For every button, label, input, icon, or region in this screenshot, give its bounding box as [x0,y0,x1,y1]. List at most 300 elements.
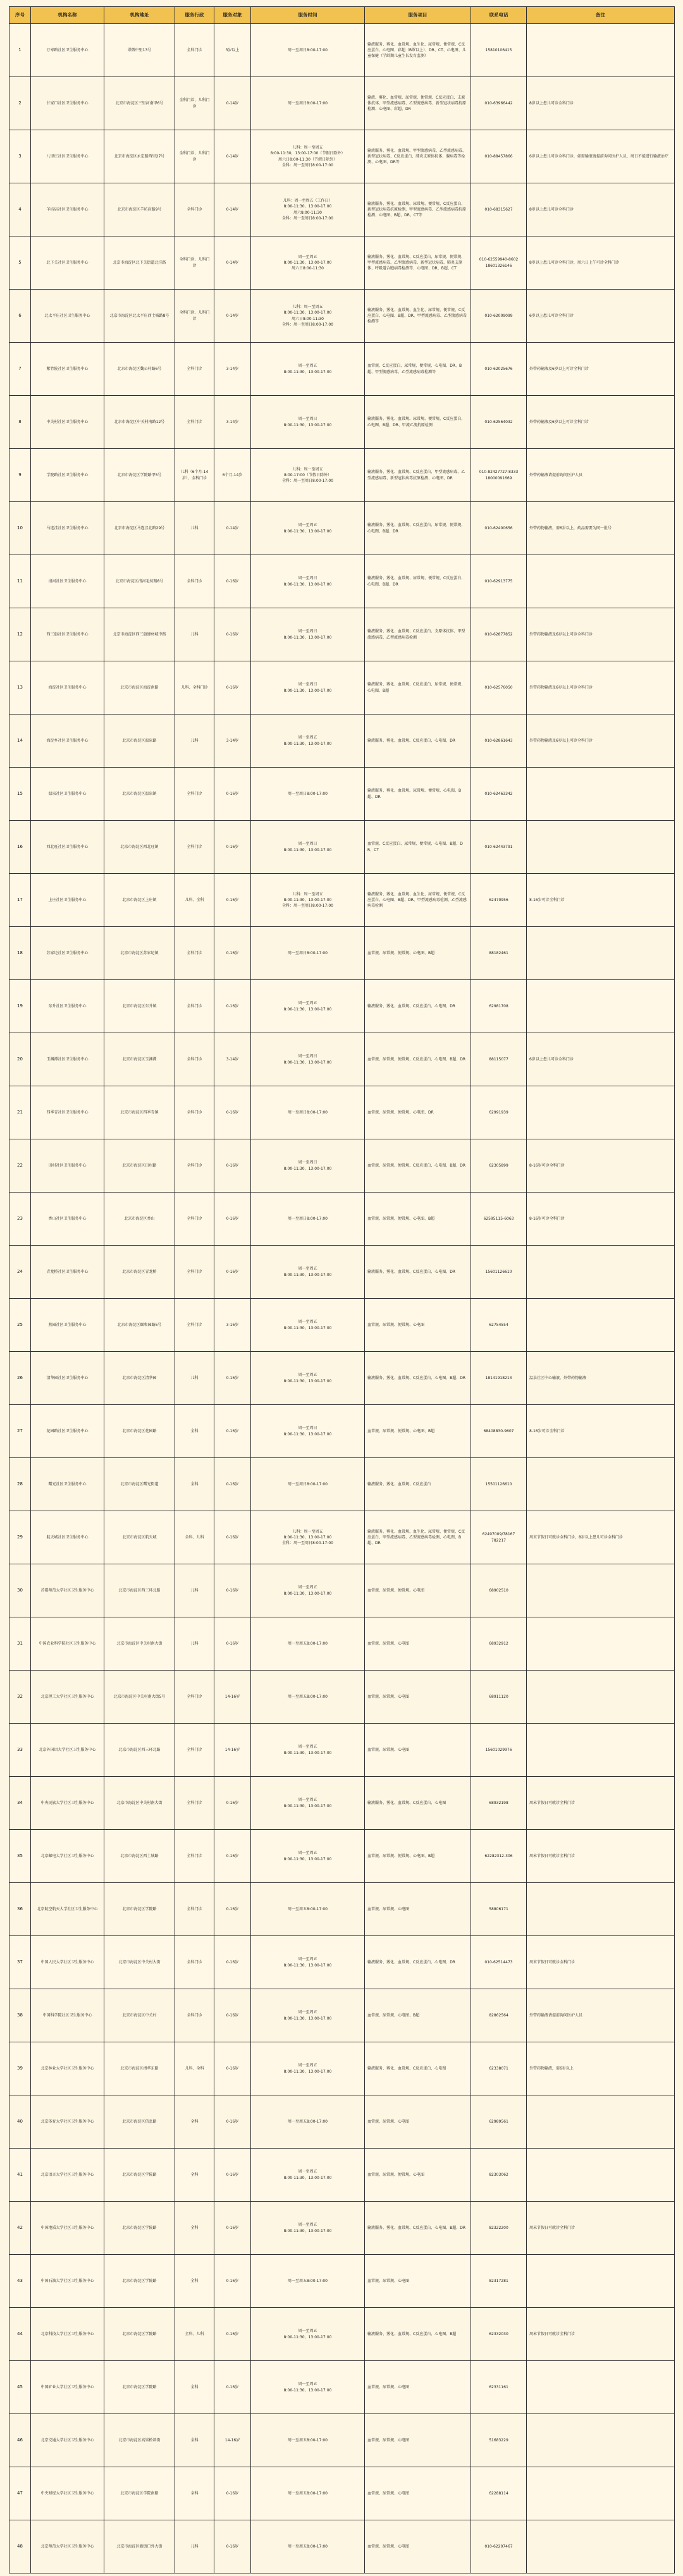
table-row [9,1299,675,1352]
column-header: 备注 [527,7,675,24]
remarks [527,1617,675,1671]
institution-address: 北京市海淀区学院路 [104,2308,175,2361]
row-number: 12 [9,608,31,661]
remarks: 外带药输液请提前询问医护人员 [527,449,675,502]
row-number: 8 [9,396,31,449]
service-scope: 全科门诊、儿科门诊 [175,130,214,183]
institution-name: 北下关社区卫生服务中心 [31,236,104,290]
institution-name: 八里庄社区卫生服务中心 [31,130,104,183]
remarks: 8岁以上患儿可诊全科门诊 [527,183,675,236]
service-items: 输液服务、雾化、血常规、C反应蛋白、心电图、DR [365,715,471,768]
table-row [9,1139,675,1193]
remarks [527,2095,675,2149]
table-row [9,1989,675,2042]
institution-address: 北京市海淀区清河毛纺路8号 [104,555,175,608]
row-number: 20 [9,1033,31,1086]
row-number: 2 [9,77,31,130]
service-hours: 周一至周日8:00-17:00 [251,1458,365,1511]
contact-phone[interactable]: 010-63966442 [471,77,527,130]
institution-name: 中国人民大学社区卫生服务中心 [31,1936,104,1989]
column-header: 机构地址 [104,7,175,24]
contact-phone[interactable]: 58806171 [471,1883,527,1936]
service-target: 3-14岁 [214,1033,251,1086]
institution-address: 北京市海淀区西三环北路 [104,1564,175,1617]
service-items: 输液服务、雾化、血常规、C反应蛋白、尿常规、便常规、心电图、B超 [365,661,471,715]
contact-phone[interactable]: 62305899 [471,1139,527,1193]
remarks: 周末节假日可就诊全科门诊 [527,2308,675,2361]
institution-name: 航天城社区卫生服务中心 [31,1511,104,1564]
service-target: 3-14岁 [214,715,251,768]
institution-address: 北京市海淀区中关村南大街5号 [104,1671,175,1724]
remarks [527,2467,675,2520]
remarks [527,2149,675,2202]
row-number: 13 [9,661,31,715]
table-row [9,24,675,77]
service-target: 0-16岁 [214,1936,251,1989]
service-target: 0-16岁 [214,874,251,927]
contact-phone[interactable]: 82862564 [471,1989,527,2042]
row-number: 18 [9,927,31,980]
contact-phone[interactable]: 010-62861643 [471,715,527,768]
row-number: 23 [9,1193,31,1246]
contact-phone[interactable]: 010-62400656 [471,502,527,555]
service-target: 0-16岁 [214,2149,251,2202]
row-number: 14 [9,715,31,768]
service-hours: 周一至周日8:00-17:00 [251,24,365,77]
contact-phone[interactable]: 68408830-9607 [471,1405,527,1458]
institution-address: 北京市海淀区学院路 [104,2255,175,2308]
service-items: 血常规、尿常规、心电图 [365,2467,471,2520]
contact-phone[interactable]: 62989561 [471,2095,527,2149]
contact-phone[interactable]: 88182461 [471,927,527,980]
contact-phone[interactable]: 62981708 [471,980,527,1033]
institution-address: 北京市海淀区永定路西里27号 [104,130,175,183]
service-scope: 全科门诊 [175,1246,214,1299]
institution-address: 北京市海淀区青龙桥 [104,1246,175,1299]
service-target: 0-16岁 [214,1989,251,2042]
institution-address: 北京市海淀区北太平庄西土城路8号 [104,290,175,343]
institution-address: 北京市海淀区海淀南路 [104,661,175,715]
contact-phone[interactable]: 68902510 [471,1564,527,1617]
table-row [9,1883,675,1936]
institution-name: 海淀社区卫生服务中心 [31,661,104,715]
institution-address: 北京市海淀区学院路 [104,2361,175,2414]
row-number: 37 [9,1936,31,1989]
contact-phone[interactable]: 82322200 [471,2202,527,2255]
service-items: 血常规、尿常规、便常规、C反应蛋白、心电图、B超、DR [365,1033,471,1086]
row-number: 48 [9,2520,31,2573]
institution-name: 上庄社区卫生服务中心 [31,874,104,927]
row-number: 24 [9,1246,31,1299]
column-header: 序号 [9,7,31,24]
institution-name: 中国矿业大学社区卫生服务中心 [31,2361,104,2414]
contact-phone[interactable]: 15601029976 [471,1724,527,1777]
service-target: 14-16岁 [214,1724,251,1777]
row-number: 33 [9,1724,31,1777]
service-hours: 周一至周五 8:00-11:30，13:00-17:00 [251,980,365,1033]
institution-name: 甘家口社区卫生服务中心 [31,77,104,130]
institution-address: 北京市海淀区清华东路 [104,2042,175,2095]
service-items: 血常规、尿常规、便常规、心电图 [365,2149,471,2202]
service-target: 3-16岁 [214,1299,251,1352]
institution-address: 北京市海淀区中关村大街 [104,1936,175,1989]
contact-phone[interactable]: 010-62207467 [471,2520,527,2573]
row-number: 10 [9,502,31,555]
institution-name: 清华园社区卫生服务中心 [31,1352,104,1405]
institution-name: 羊坊店社区卫生服务中心 [31,183,104,236]
remarks [527,2414,675,2467]
institution-address: 北京市海淀区学院路 [104,2149,175,2202]
table-row [9,1936,675,1989]
contact-phone[interactable]: 62338071 [471,2042,527,2095]
institution-address: 北京市海淀区田村路 [104,1139,175,1193]
contact-phone[interactable]: 68932912 [471,1617,527,1671]
service-scope: 全科 [175,2149,214,2202]
service-hours: 周一至周五8:00-17:00 [251,2414,365,2467]
service-items: 血常规、尿常规、便常规、C反应蛋白、心电图、B超、DR [365,1139,471,1193]
service-target: 0-14岁 [214,502,251,555]
contact-phone[interactable]: 010-62463342 [471,768,527,821]
row-number: 21 [9,1086,31,1139]
service-items: 血常规、尿常规、心电图 [365,1724,471,1777]
service-target: 0-16岁 [214,1883,251,1936]
service-target: 0-16岁 [214,2095,251,2149]
remarks: 周末节假日可就诊全科门诊，8岁以上患儿可诊全科门诊 [527,1511,675,1564]
service-scope: 儿科 [175,608,214,661]
service-scope: 全科门诊 [175,396,214,449]
row-number: 15 [9,768,31,821]
table-row [9,2149,675,2202]
institution-address: 北京市海淀区玉渊潭 [104,1033,175,1086]
service-scope: 全科门诊 [175,183,214,236]
service-scope: 全科门诊 [175,1989,214,2042]
contact-phone[interactable]: 62282312-306 [471,1830,527,1883]
table-row [9,1086,675,1139]
remarks [527,24,675,77]
row-number: 7 [9,343,31,396]
service-target: 14-16岁 [214,1671,251,1724]
contact-phone[interactable]: 15810106415 [471,24,527,77]
row-number: 22 [9,1139,31,1193]
service-scope: 全科门诊 [175,1086,214,1139]
service-target: 0-16岁 [214,1246,251,1299]
contact-phone[interactable]: 010-68315627 [471,183,527,236]
row-number: 3 [9,130,31,183]
institution-address: 北京市海淀区颐和园路5号 [104,1299,175,1352]
institution-address: 北京市海淀区曙光街道 [104,1458,175,1511]
institution-address: 北京市海淀区航天城 [104,1511,175,1564]
service-items: 输液服务、雾化、血常规、血生化、尿常规、便常规、C反应蛋白、心电图、B超、DR、甲型流感病毒、乙型流感病毒检测等 [365,290,471,343]
institution-name: 西北旺社区卫生服务中心 [31,821,104,874]
service-hours: 儿科：周一至周五 8:00-11:30，13:00-17:00（节假日除外） 周六日8:00-11:30（节假日除外） 全科：周一至周日8:00-17:00 [251,130,365,183]
remarks: 周末节假日可就诊全科门诊 [527,1777,675,1830]
table-row [9,236,675,290]
row-number: 35 [9,1830,31,1883]
row-number: 30 [9,1564,31,1617]
table-row [9,2255,675,2308]
service-hours: 周一至周五 8:00-11:30，13:00-17:00 [251,2202,365,2255]
service-hours: 儿科：周一至周五（工作日） 8:00-11:30，13:00-17:00 周六8:00-11:30 全科：周一至周日8:00-17:00 [251,183,365,236]
row-number: 5 [9,236,31,290]
service-scope: 全科 [175,2202,214,2255]
row-number: 43 [9,2255,31,2308]
row-number: 4 [9,183,31,236]
service-items: 输液服务、雾化、血常规、C反应蛋白、尿常规、便常规、甲型流感病毒、乙型流感病毒、新型冠状病毒、肺炎支原体、呼吸道合胞病毒检测等、心电图、DR、B超、CT [365,236,471,290]
service-target: 0-16岁 [214,661,251,715]
remarks [527,1458,675,1511]
service-hours: 儿科：周一至周五 8:00-17:00（节假日除外） 全科：周一至周日8:00-17:00 [251,449,365,502]
contact-phone[interactable]: 010-62009099 [471,290,527,343]
institution-address: 北京市海淀区温泉路 [104,715,175,768]
institution-name: 中国地质大学社区卫生服务中心 [31,2202,104,2255]
table-row [9,2520,675,2573]
service-hours: 周一至周五 8:00-11:30，13:00-17:00 [251,2042,365,2095]
service-hours: 周一至周五 8:00-11:30，13:00-17:00 [251,1246,365,1299]
row-number: 26 [9,1352,31,1405]
institution-name: 中关村社区卫生服务中心 [31,396,104,449]
remarks: 8-16岁可诊全科门诊 [527,1405,675,1458]
service-hours: 周一至周日 8:00-11:30，13:00-17:00 [251,821,365,874]
service-target: 0-16岁 [214,2202,251,2255]
remarks [527,927,675,980]
contact-phone[interactable]: 15501126610 [471,1458,527,1511]
institution-name: 燕园社区卫生服务中心 [31,1299,104,1352]
service-hours: 儿科：周一至周五 8:00-11:30，13:00-17:00 全科：周一至周日8:00-17:00 [251,874,365,927]
institution-address: 北京市海淀区北下关街道北洼路 [104,236,175,290]
service-hours: 周一至周五 8:00-11:30，13:00-17:00 [251,1564,365,1617]
table-row [9,1830,675,1883]
contact-phone[interactable]: 010-82427727-8333 18000091669 [471,449,527,502]
institution-address: 北京市海淀区中关村南大街 [104,1777,175,1830]
remarks [527,1564,675,1617]
table-row [9,2361,675,2414]
service-items: 血常规、C反应蛋白、尿常规、便常规、心电图、DR、B超、甲型流感病毒、乙型流感病毒检测等 [365,343,471,396]
service-scope: 儿科 [175,715,214,768]
service-target: 0-16岁 [214,1458,251,1511]
institution-name: 北京理工大学社区卫生服务中心 [31,1671,104,1724]
service-hours: 儿科：周一至周五 8:00-11:30，13:00-17:00 全科：周一至周日8:00-17:00 [251,1511,365,1564]
service-hours: 周一至周五 8:00-11:30，13:00-17:00 [251,1352,365,1405]
service-items: 血常规、尿常规、便常规、心电图 [365,1564,471,1617]
row-number: 9 [9,449,31,502]
institution-name: 首都师范大学社区卫生服务中心 [31,1564,104,1617]
service-items: 输液服务、雾化、血常规、尿常规、便常规、C反应蛋白、心电图、B超、DR [365,555,471,608]
remarks: 8-16岁可诊全科门诊 [527,874,675,927]
institution-address: 北京市海淀区西三旗建材城中路 [104,608,175,661]
service-scope: 全科门诊 [175,927,214,980]
remarks: 6岁以上患儿可诊全科门诊，如需输液请提前询问医护人员，周日不能进行输液治疗 [527,130,675,183]
service-target: 0-16岁 [214,2467,251,2520]
service-target: 3-14岁 [214,396,251,449]
table-row [9,1405,675,1458]
table-row [9,1033,675,1086]
institution-address: 北京市海淀区中关村 [104,1989,175,2042]
service-items: 输液服务、雾化、血常规、尿常规、便常规、C反应蛋白、新型冠状病毒抗原检测、甲型流感病毒、乙型流感病毒抗原检测、心电图、B超、DR、CT等 [365,183,471,236]
institution-name: 北京航空航天大学社区卫生服务中心 [31,1883,104,1936]
service-target: 14-16岁 [214,2414,251,2467]
contact-phone[interactable]: 68932198 [471,1777,527,1830]
contact-phone[interactable]: 62332030 [471,2308,527,2361]
row-number: 19 [9,980,31,1033]
institution-name: 北京邮电大学社区卫生服务中心 [31,1830,104,1883]
contact-phone[interactable]: 18141918213 [471,1352,527,1405]
institution-address: 翠微中里13号 [104,24,175,77]
service-scope: 全科 [175,1405,214,1458]
institution-address: 北京市海淀区苏家坨镇 [104,927,175,980]
table-row [9,2414,675,2467]
contact-phone[interactable]: 82303062 [471,2149,527,2202]
service-target: 0-16岁 [214,927,251,980]
service-items: 血常规、尿常规、心电图 [365,1883,471,1936]
service-scope: 全科 [175,1458,214,1511]
institution-address: 北京市海淀区西三环北路 [104,1724,175,1777]
contact-phone[interactable]: 68911120 [471,1671,527,1724]
institution-address: 北京市海淀区魏公村路6号 [104,343,175,396]
service-target: 0-16岁 [214,555,251,608]
contact-phone[interactable]: 62497009/78167 782217 [471,1511,527,1564]
service-target: 0-16岁 [214,1511,251,1564]
table-row [9,2308,675,2361]
remarks: 外带药输液及6岁以上可诊全科门诊 [527,396,675,449]
contact-phone[interactable]: 010-88457866 [471,130,527,183]
contact-phone[interactable]: 88115077 [471,1033,527,1086]
service-items: 输液服务、雾化、血常规、C反应蛋白 [365,1458,471,1511]
service-hours: 周一至周日8:00-17:00 [251,768,365,821]
service-scope: 全科门诊 [175,1139,214,1193]
contact-phone[interactable]: 62754554 [471,1299,527,1352]
service-target: 0-16岁 [214,1139,251,1193]
service-target: 0-16岁 [214,1564,251,1617]
contact-phone[interactable]: 82317281 [471,2255,527,2308]
institution-name: 北京交通大学社区卫生服务中心 [31,2414,104,2467]
service-hours: 周一至周日 8:00-11:30，13:00-17:00 [251,661,365,715]
service-items: 输液服务、雾化、血常规、C反应蛋白、心电图 [365,2042,471,2095]
remarks [527,2520,675,2573]
contact-phone[interactable]: 62991939 [471,1086,527,1139]
contact-phone[interactable]: 15601126610 [471,1246,527,1299]
institution-name: 四季青社区卫生服务中心 [31,1086,104,1139]
service-target: 0-16岁 [214,980,251,1033]
row-number: 40 [9,2095,31,2149]
institution-address: 北京市海淀区信息路 [104,2095,175,2149]
institution-name: 东升社区卫生服务中心 [31,980,104,1033]
service-scope: 全科门诊 [175,1830,214,1883]
service-hours: 周一至周五8:00-17:00 [251,1617,365,1671]
service-hours: 周一至周五 8:00-11:30，13:00-17:00 [251,1936,365,1989]
service-items: 输液服务、雾化、血常规、甲型流感病毒、乙型流感病毒、新型冠状病毒、C反应蛋白、肺炎支原体抗体、腺病毒等检测、心电图、DR等 [365,130,471,183]
remarks: 外带药物输液，需6岁以上 [527,2042,675,2095]
service-scope: 儿科、全科门诊 [175,661,214,715]
contact-phone[interactable]: 010-62559940-8602 18601326146 [471,236,527,290]
service-items: 输液服务、雾化、血常规、C反应蛋白、心电图、DR [365,980,471,1033]
service-target: 0-16岁 [214,2361,251,2414]
row-number: 39 [9,2042,31,2095]
contact-phone[interactable]: 010-62514473 [471,1936,527,1989]
remarks: 8-16岁可诊全科门诊 [527,1193,675,1246]
row-number: 17 [9,874,31,927]
service-hours: 周一至周五 8:00-11:30，13:00-17:00 [251,1724,365,1777]
table-row [9,449,675,502]
contact-phone[interactable]: 51683229 [471,2414,527,2467]
institution-address: 北京市海淀区中关村南大街 [104,1617,175,1671]
service-items: 血常规、尿常规、心电图 [365,2414,471,2467]
service-items: 输液服务、雾化、血常规、C反应蛋白、心电图、DR [365,1936,471,1989]
institution-name: 温泉社区卫生服务中心 [31,768,104,821]
service-hours: 周一至周五 8:00-11:30，13:00-17:00 [251,1299,365,1352]
institution-address: 北京市海淀区西北旺镇 [104,821,175,874]
institution-address: 北京市海淀区东升镇 [104,980,175,1033]
service-target: 0-16岁 [214,1193,251,1246]
service-target: 0-14岁 [214,183,251,236]
remarks: 外带药物输液，需6岁以上，药品需要为同一批号 [527,502,675,555]
institution-address: 北京市海淀区学院路甲5号 [104,449,175,502]
service-items: 输液服务、雾化、血常规、C反应蛋白、心电图、B超 [365,2308,471,2361]
service-hours: 周一至周五 8:00-11:30，13:00-17:00 [251,343,365,396]
table-row [9,608,675,661]
contact-phone[interactable]: 62595115-6063 [471,1193,527,1246]
institution-address: 北京市海淀区花园路 [104,1405,175,1458]
remarks: 外带药输液及6岁以上可诊全科门诊 [527,343,675,396]
remarks [527,821,675,874]
service-hours: 周一至周日8:00-17:00 [251,1086,365,1139]
contact-phone[interactable]: 62470956 [471,874,527,927]
service-hours: 周一至周日 8:00-11:30，13:00-17:00 [251,396,365,449]
service-hours: 周一至周五 8:00-11:30，13:00-17:00 [251,2308,365,2361]
column-header: 服务行政 [175,7,214,24]
remarks: 外带药物输液及6岁以上可诊全科门诊 [527,661,675,715]
service-scope: 全科门诊 [175,1936,214,1989]
contact-phone[interactable]: 010-62576050 [471,661,527,715]
contact-phone[interactable]: 62331161 [471,2361,527,2414]
institution-address: 北京市海淀区四季青镇 [104,1086,175,1139]
contact-phone[interactable]: 010-62877852 [471,608,527,661]
service-target: 6个月-14岁 [214,449,251,502]
institution-address: 北京市海淀区学院路 [104,2202,175,2255]
remarks [527,2255,675,2308]
service-items: 输液服务、雾化、血常规、血生化、尿常规、便常规、C反应蛋白、甲型流感病毒、乙型流感病毒检测、心电图、B超、DR [365,1511,471,1564]
contact-phone[interactable]: 62288114 [471,2467,527,2520]
service-hours: 周一至周日 8:00-11:30，13:00-17:00 [251,1033,365,1086]
institution-name: 西三旗社区卫生服务中心 [31,608,104,661]
service-items: 输液服务、雾化、血常规、C反应蛋白、甲型流感病毒、乙型流感病毒、新型冠状病毒抗原检测、心电图、DR [365,449,471,502]
service-target: 0-14岁 [214,130,251,183]
row-number: 34 [9,1777,31,1830]
table-row [9,2042,675,2095]
row-number: 32 [9,1671,31,1724]
institution-name: 玉渊潭社区卫生服务中心 [31,1033,104,1086]
remarks: 外带药输液请提前询问医护人员 [527,1989,675,2042]
remarks [527,1086,675,1139]
institution-address: 北京市海淀区西土城路 [104,1830,175,1883]
contact-phone[interactable]: 010-62025676 [471,343,527,396]
table-row [9,396,675,449]
institution-address: 北京市海淀区羊坊店路9号 [104,183,175,236]
institution-address: 北京市海淀区香山 [104,1193,175,1246]
column-header: 服务对象 [214,7,251,24]
row-number: 29 [9,1511,31,1564]
service-items: 输液服务、雾化、血常规、C反应蛋白、心电图 [365,1777,471,1830]
row-number: 45 [9,2361,31,2414]
contact-phone[interactable]: 010-62443791 [471,821,527,874]
row-number: 16 [9,821,31,874]
institution-name: 中国农业科学院社区卫生服务中心 [31,1617,104,1671]
contact-phone[interactable]: 010-62913775 [471,555,527,608]
clinic-table [9,6,675,2573]
contact-phone[interactable]: 010-62564032 [471,396,527,449]
service-items: 输液服务、雾化、血常规、C反应蛋白、心电图、B超、DR [365,2202,471,2255]
service-scope: 全科 [175,2255,214,2308]
remarks [527,1671,675,1724]
